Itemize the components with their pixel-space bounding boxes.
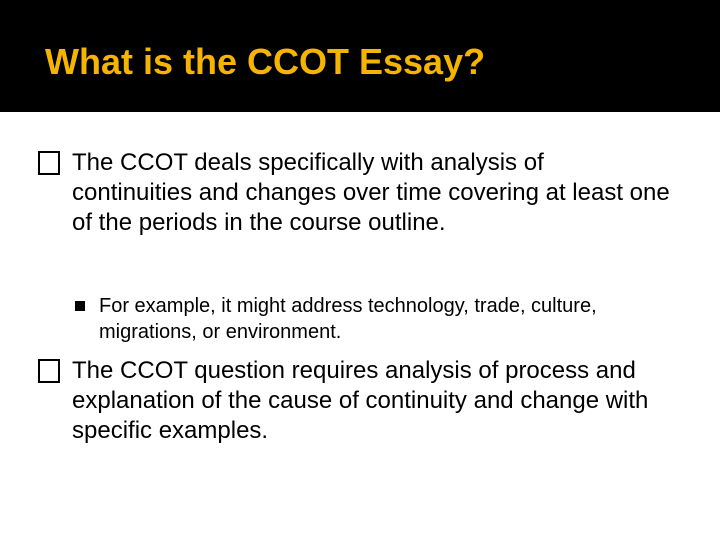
bullet-3 bbox=[38, 356, 688, 446]
bullet-2-text: For example, it might address technology, trade, culture, migrations, or environment. bbox=[99, 295, 597, 343]
bullet-2 bbox=[75, 293, 675, 345]
slide-title: What is the CCOT Essay? bbox=[45, 41, 486, 82]
bullet-3-text: The CCOT question requires analysis of process and explanation of the cause of continuity and change with specific examples. bbox=[72, 357, 649, 444]
bullet-1-text: The CCOT deals specifically with analysis of continuities and changes over time covering at least one of the periods in the course outline. bbox=[72, 149, 670, 236]
replacement-glyph-icon bbox=[38, 151, 60, 175]
replacement-glyph-icon bbox=[38, 359, 60, 383]
square-bullet-icon bbox=[75, 301, 85, 311]
bullet-1 bbox=[38, 148, 670, 238]
